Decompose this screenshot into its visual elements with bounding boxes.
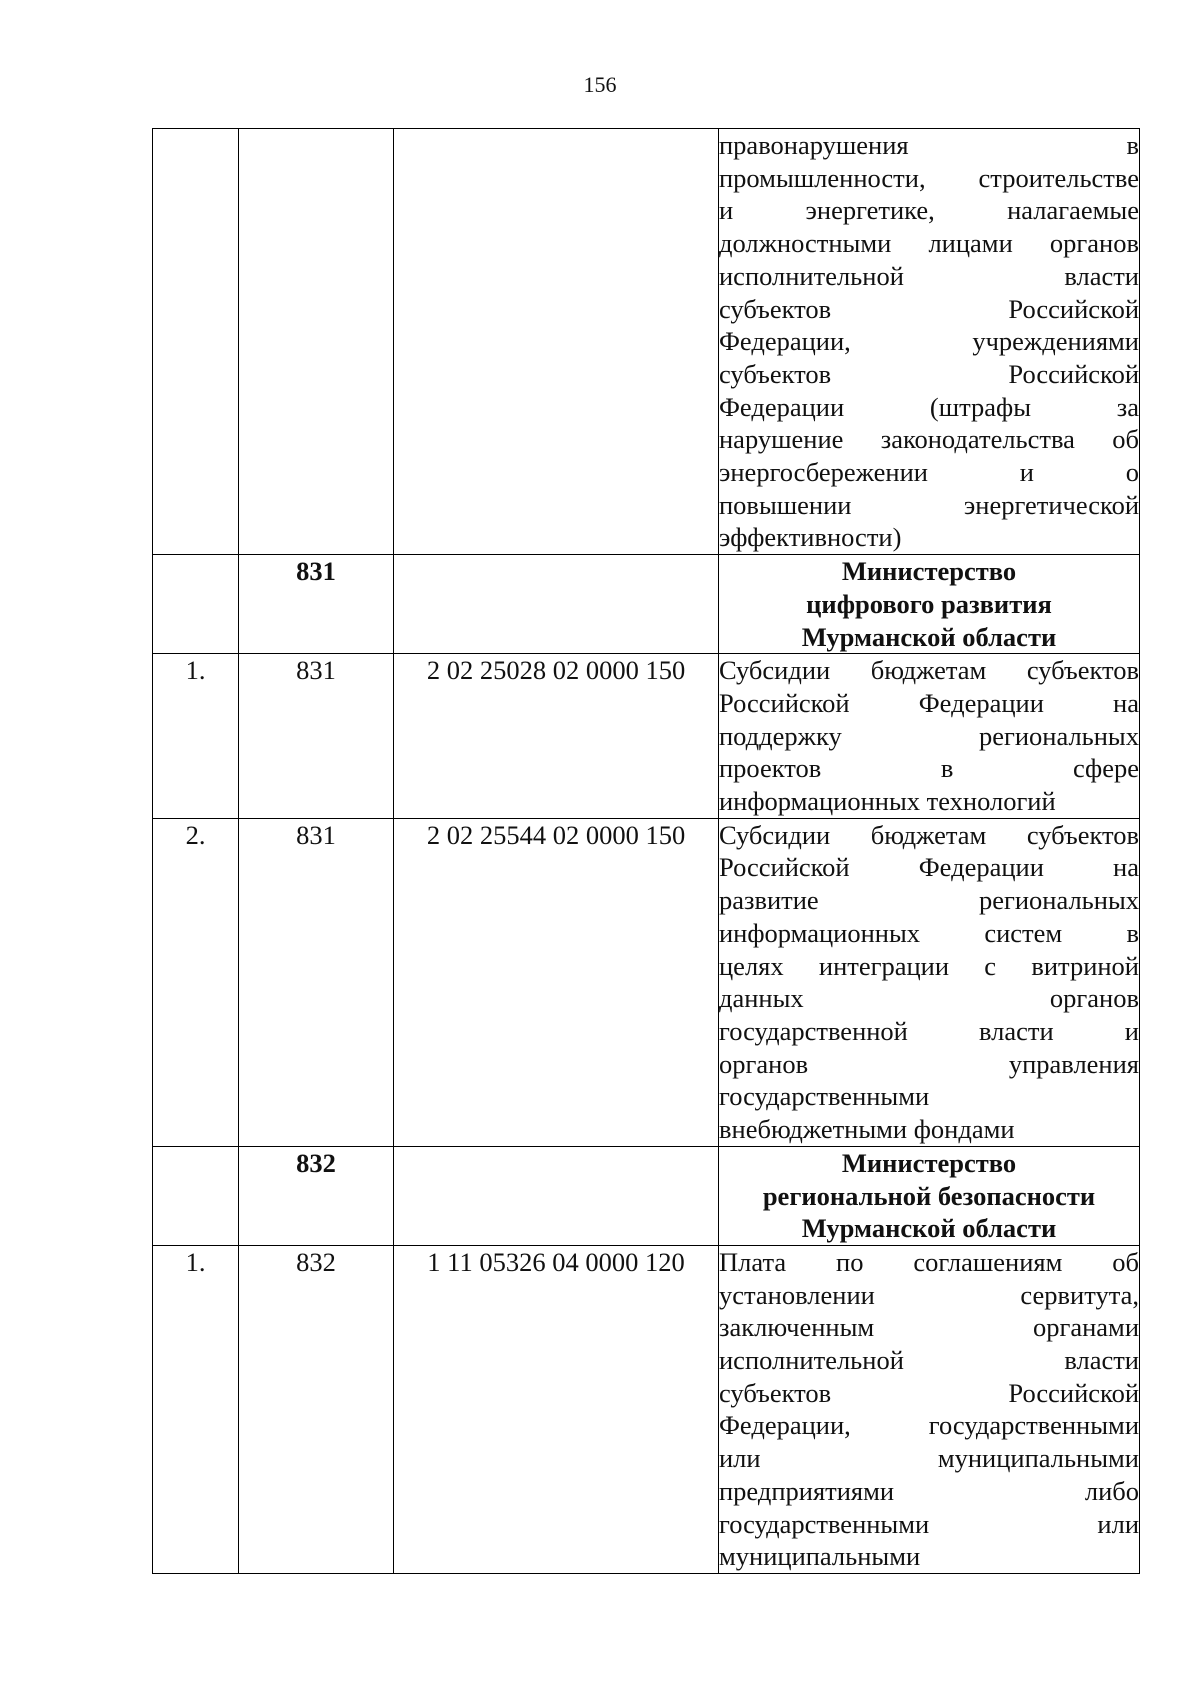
description-line: Российской Федерации на [719,687,1139,718]
ministry-title-line: цифрового развития [806,588,1052,619]
ministry-title-cell [719,555,1140,654]
description-line: или муниципальными [719,1443,1139,1474]
section-header-row-832 [153,1146,1140,1245]
description-line: Субсидии бюджетам субъектов [719,819,1139,850]
description-cell [719,818,1140,1146]
description-line: органов управления [719,1048,1139,1079]
description-line: Федерации (штрафы за [719,391,1139,422]
description-line: исполнительной власти [719,1345,1139,1376]
ministry-title-line: Мурманской области [801,621,1057,652]
description-line: развитие региональных [719,885,1139,916]
row-number-cell: 1. [153,654,239,819]
description-line: субъектов Российской [719,293,1139,324]
admin-code-cell: 832 [239,1245,394,1573]
admin-code-cell: 831 [239,654,394,819]
row-number-cell: 1. [153,1245,239,1573]
description-line: предприятиями либо [719,1475,1139,1506]
description-line: субъектов Российской [719,1377,1139,1408]
income-code-cell [394,1146,719,1245]
ministry-title-line: региональной безопасности [762,1180,1096,1211]
description-line: государственными или [719,1508,1139,1539]
ministry-title-line: Министерство [841,556,1017,587]
description-line: Федерации, государственными [719,1410,1139,1441]
description-line: повышении энергетической [719,489,1139,520]
description-line: проектов в сфере [719,753,1139,784]
description-line: Плата по соглашениям об [719,1246,1139,1277]
description-line: целях интеграции с витриной [719,950,1139,981]
row-number-cell [153,129,239,555]
section-header-row-831 [153,555,1140,654]
income-code-cell: 2 02 25544 02 0000 150 [394,818,719,1146]
description-line: Федерации, учреждениями [719,326,1139,357]
description-cell [719,654,1140,819]
page-number: 156 [583,72,617,97]
description-line: установлении сервитута, [719,1279,1139,1310]
ministry-title-cell [719,1146,1140,1245]
description-cell [719,129,1140,555]
row-number-cell: 2. [153,818,239,1146]
table-row-continuation [153,129,1140,555]
description-line: исполнительной власти [719,260,1139,291]
description-line: заключенным органами [719,1312,1139,1343]
description-line: государственными [719,1081,930,1112]
description-line: субъектов Российской [719,358,1139,389]
table-row [153,818,1140,1146]
budget-income-table [152,128,1140,1574]
description-cell [719,1245,1140,1573]
admin-code-cell [239,129,394,555]
description-line: энергосбережении и о [719,457,1139,488]
admin-code-cell: 831 [239,555,394,654]
row-number-cell [153,555,239,654]
description-line: муниципальными [719,1541,921,1572]
description-line: нарушение законодательства об [719,424,1139,455]
income-code-cell: 2 02 25028 02 0000 150 [394,654,719,819]
description-line: поддержку региональных [719,720,1139,751]
description-line: Российской Федерации на [719,852,1139,883]
description-line: данных органов [719,983,1139,1014]
row-number-cell [153,1146,239,1245]
table-row [153,1245,1140,1573]
admin-code-cell: 831 [239,818,394,1146]
description-line: государственной власти и [719,1015,1139,1046]
description-line: эффективности) [719,522,902,553]
ministry-title-line: Мурманской области [801,1213,1057,1244]
description-line: правонарушения в [719,130,1139,160]
income-code-cell [394,555,719,654]
ministry-title-line: Министерство [841,1147,1017,1178]
income-code-cell [394,129,719,555]
description-line: и энергетике, налагаемые [719,195,1139,226]
description-line: информационных систем в [719,917,1139,948]
description-line: информационных технологий [719,786,1056,817]
description-line: промышленности, строительстве [719,162,1139,193]
description-line: должностными лицами органов [719,228,1139,259]
admin-code-cell: 832 [239,1146,394,1245]
income-code-cell: 1 11 05326 04 0000 120 [394,1245,719,1573]
table-row [153,654,1140,819]
description-line: Субсидии бюджетам субъектов [719,655,1139,686]
description-line: внебюджетными фондами [719,1114,1015,1145]
